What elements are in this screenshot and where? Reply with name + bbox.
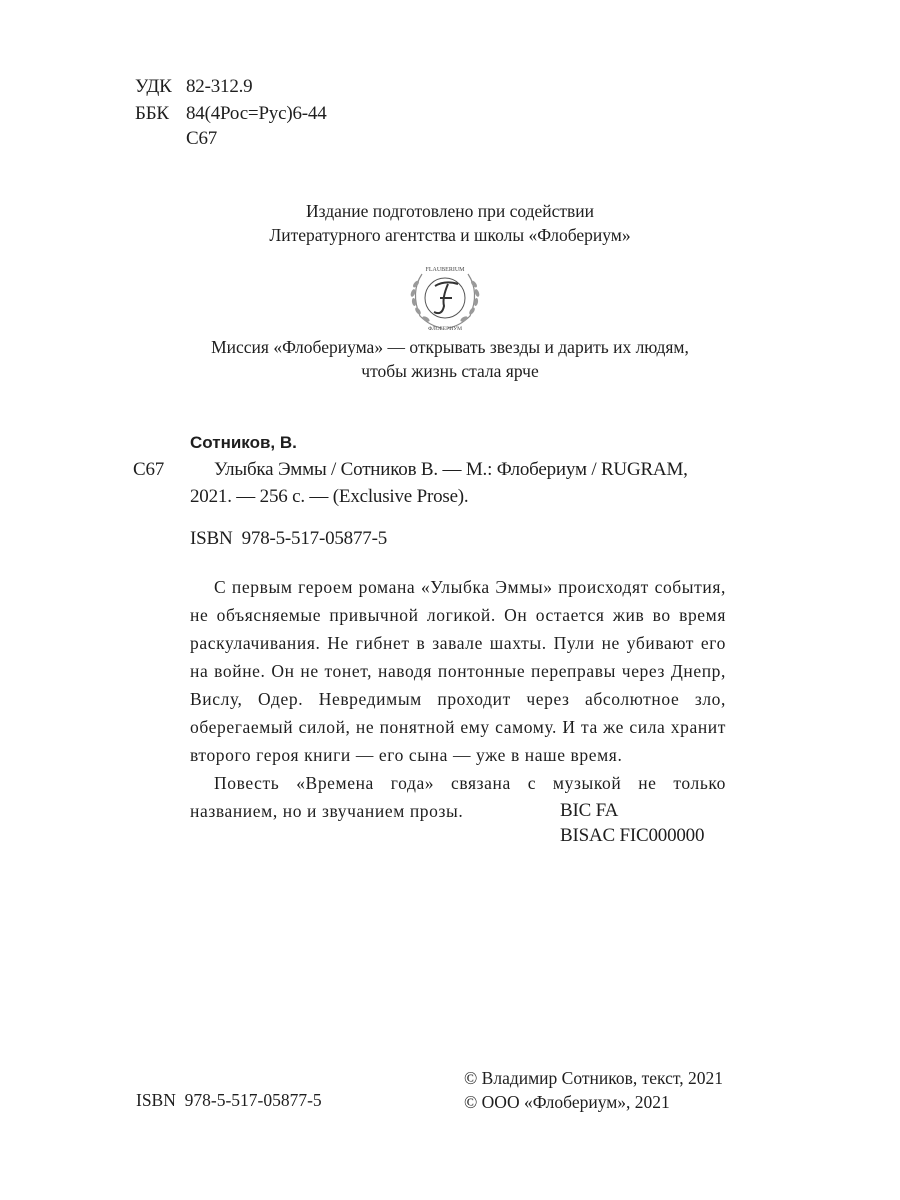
record-isbn: ISBN 978-5-517-05877-5 <box>190 528 387 549</box>
udk-value: 82-312.9 <box>186 76 253 97</box>
record-mark: С67 <box>133 459 165 480</box>
bisac-code: BISAC FIC000000 <box>560 825 705 846</box>
sponsor-line-2: Литературного агентства и школы «Флобериум» <box>269 225 631 245</box>
annotation-paragraph-1: С первым героем романа «Улыбка Эммы» происходят события, не объясняемые привычной логикой. Он остается жив во время раскулачивания. Не гибнет в завале шахты. Пули не убивают его на войне. Он не тонет, наводя понтонные переправы через Днепр, Вислу, Одер. Невредимым проходит через абсолютное зло, оберегаемый силой, не понятной ему самому. И та же сила хранит второго героя книги — его сына — уже в наше время. <box>190 577 726 765</box>
bic-code: BIC FA <box>560 800 619 821</box>
author-mark: С67 <box>186 128 218 149</box>
copyright-author: © Владимир Сотников, текст, 2021 <box>464 1068 723 1088</box>
laurel-wreath-icon <box>402 262 488 332</box>
annotation-paragraph-2: Повесть «Времена года» связана с музыкой не только названием, но и звучанием прозы. <box>190 773 726 821</box>
mission-line-1: Миссия «Флобериума» — открывать звезды и дарить их людям, <box>211 337 689 357</box>
udk-label: УДК <box>135 76 172 97</box>
flauberium-logo <box>402 262 488 332</box>
record-line-1: Улыбка Эммы / Сотников В. — М.: Флобериум / RUGRAM, <box>214 459 688 480</box>
annotation <box>190 573 726 825</box>
logo-bottom-text: ФЛОБЕРИУМ <box>428 326 462 332</box>
bbk-value: 84(4Рос=Рус)6-44 <box>186 103 327 124</box>
footer-isbn: ISBN 978-5-517-05877-5 <box>136 1090 322 1110</box>
logo-top-text: FLAUBERIUM <box>425 267 465 273</box>
author-name: Сотников, В. <box>190 433 297 452</box>
sponsor-line-1: Издание подготовлено при содействии <box>305 201 595 221</box>
record-line-2: 2021. — 256 с. — (Exclusive Prose). <box>190 486 469 507</box>
mission-line-2: чтобы жизнь стала ярче <box>361 361 539 381</box>
bbk-label: ББК <box>135 103 169 124</box>
copyright-publisher: © ООО «Флобериум», 2021 <box>464 1092 670 1112</box>
